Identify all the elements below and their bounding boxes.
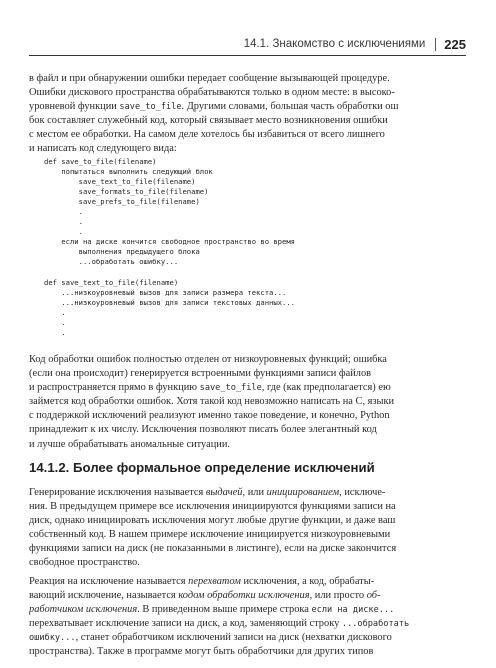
text-run: . В приведенном выше примере строка — [137, 604, 312, 616]
code-line: def save_text_to_file(filename) — [44, 277, 179, 287]
emphasis-term: об- — [366, 590, 381, 602]
text-run: и распространяется прямо в функцию — [29, 382, 200, 394]
text-run: , станет обработчиком исключений записи на диск (нехватки дискового — [75, 632, 392, 644]
text-line: с местом ее обработки. На самом деле хотелось бы избавиться от всего лишнего — [29, 129, 385, 141]
text-line: ния. В предыдущем примере все исключения инициируются функциями записи на — [29, 501, 396, 513]
emphasis-term: кодом обработки исключения — [178, 590, 310, 602]
code-line: ...обработать ошибку... — [44, 257, 179, 267]
code-line: ...низкоуровневый вызов для записи размера текста... — [44, 287, 287, 297]
code-line: выполнения предыдущего блока — [44, 247, 200, 257]
text-run: Реакция на исключение называется — [29, 576, 189, 587]
text-line — [29, 575, 466, 589]
text-line — [29, 589, 466, 603]
text-line: (если она происходит) генерируется встроенными функциями записи файлов — [29, 368, 372, 380]
code-line: def save_to_file(filename) — [44, 157, 157, 166]
text-run: . Другими словами, большая часть обработки ош — [181, 101, 399, 113]
inline-code: если на диске... — [311, 605, 395, 616]
code-line: ...низкоуровневый вызов для записи текстовых данных... — [44, 297, 295, 307]
text-line: пространства). Также в программе могут быть обработчики для других типов — [29, 646, 374, 658]
header-rule — [29, 55, 466, 56]
code-line: save_formats_to_file(filename) — [44, 187, 209, 197]
text-line — [29, 100, 466, 114]
code-line: . — [44, 227, 83, 237]
text-run: , или — [242, 487, 267, 498]
code-line: . — [44, 317, 66, 327]
text-run: , где (как предполагается) ею — [261, 382, 391, 394]
text-run: , или просто — [309, 590, 367, 602]
text-line — [29, 631, 466, 645]
code-line: попытаться выполнить следующий блок — [44, 167, 213, 177]
paragraph-explanation — [29, 353, 466, 452]
code-line — [44, 268, 464, 278]
text-line — [29, 617, 466, 631]
text-line — [29, 486, 466, 500]
text-line: бок составляет служебный код, который связывает место возникновения ошибки — [29, 115, 388, 127]
inline-code: ...обработать — [341, 619, 410, 630]
text-line — [29, 603, 466, 617]
paragraph-handling — [29, 575, 466, 660]
text-line: функциями записи на диск (не показанными в листинге), если на диске закончится — [29, 543, 397, 555]
text-run: , исключе- — [339, 487, 386, 498]
text-run: Генерирование исключения называется — [29, 487, 206, 498]
text-line: и лучше обрабатывать аномальные ситуации. — [29, 438, 230, 450]
inline-code: ошибку... — [29, 633, 76, 644]
text-line: свободное пространство. — [29, 557, 140, 569]
paragraph-intro — [29, 72, 466, 157]
text-run: исключения, а код, обрабаты- — [240, 576, 375, 587]
text-line: диск, однако инициировать исключения могут любые другие функции, и даже ваш — [29, 515, 396, 527]
paragraph-definition — [29, 486, 466, 571]
text-line: Код обработки ошибок полностью отделен от низкоуровневых функций; ошибка — [29, 354, 387, 365]
emphasis-term: инициированием — [266, 487, 340, 498]
text-run: вающий исключение, называется — [29, 590, 179, 602]
code-line: . — [44, 217, 83, 227]
text-line: и написать код следующего вида: — [29, 143, 177, 155]
code-line: . — [44, 327, 66, 337]
text-line: принадлежит к их числу. Исключения позволяют писать более элегантный код — [29, 424, 377, 436]
text-line: Ошибки дискового пространства обрабатываются только в одном месте: в высоко- — [29, 87, 395, 99]
text-run: перехватывает исключение записи на диск, а код, заменяющий строку — [29, 618, 342, 630]
code-line: save_text_to_file(filename) — [44, 177, 196, 187]
code-line: . — [44, 307, 66, 317]
text-line — [29, 381, 466, 395]
text-run: уровневой функции — [29, 101, 120, 113]
code-line: если на диске кончится свободное пространство во время — [44, 237, 295, 247]
emphasis-term: работчиком исключения — [29, 604, 138, 616]
running-header-title: 14.1. Знакомство с исключениями — [243, 38, 426, 50]
code-line: save_prefs_to_file(filename) — [44, 197, 200, 207]
code-listing — [44, 157, 464, 338]
text-line: в файл и при обнаружении ошибки передает сообщение вызывающей процедуре. — [29, 73, 390, 84]
page-number: 225 — [444, 36, 466, 52]
text-line: с поддержкой исключений реализуют именно такое поведение, и конечно, Python — [29, 410, 390, 422]
text-line: займется код обработки ошибок. Хотя такой код невозможно написать на C, языки — [29, 396, 395, 408]
emphasis-term: перехватом — [188, 576, 241, 587]
text-line: собственный код. В нашем примере исключение инициируется низкоуровневыми — [29, 529, 391, 541]
inline-code: save_to_file — [119, 102, 182, 113]
emphasis-term: выдачей — [205, 487, 243, 498]
inline-code: save_to_file — [199, 383, 262, 394]
code-line: . — [44, 207, 83, 217]
section-heading: 14.1.2. Более формальное определение исключений — [29, 460, 375, 475]
header-separator — [435, 38, 436, 51]
running-header — [232, 34, 466, 54]
